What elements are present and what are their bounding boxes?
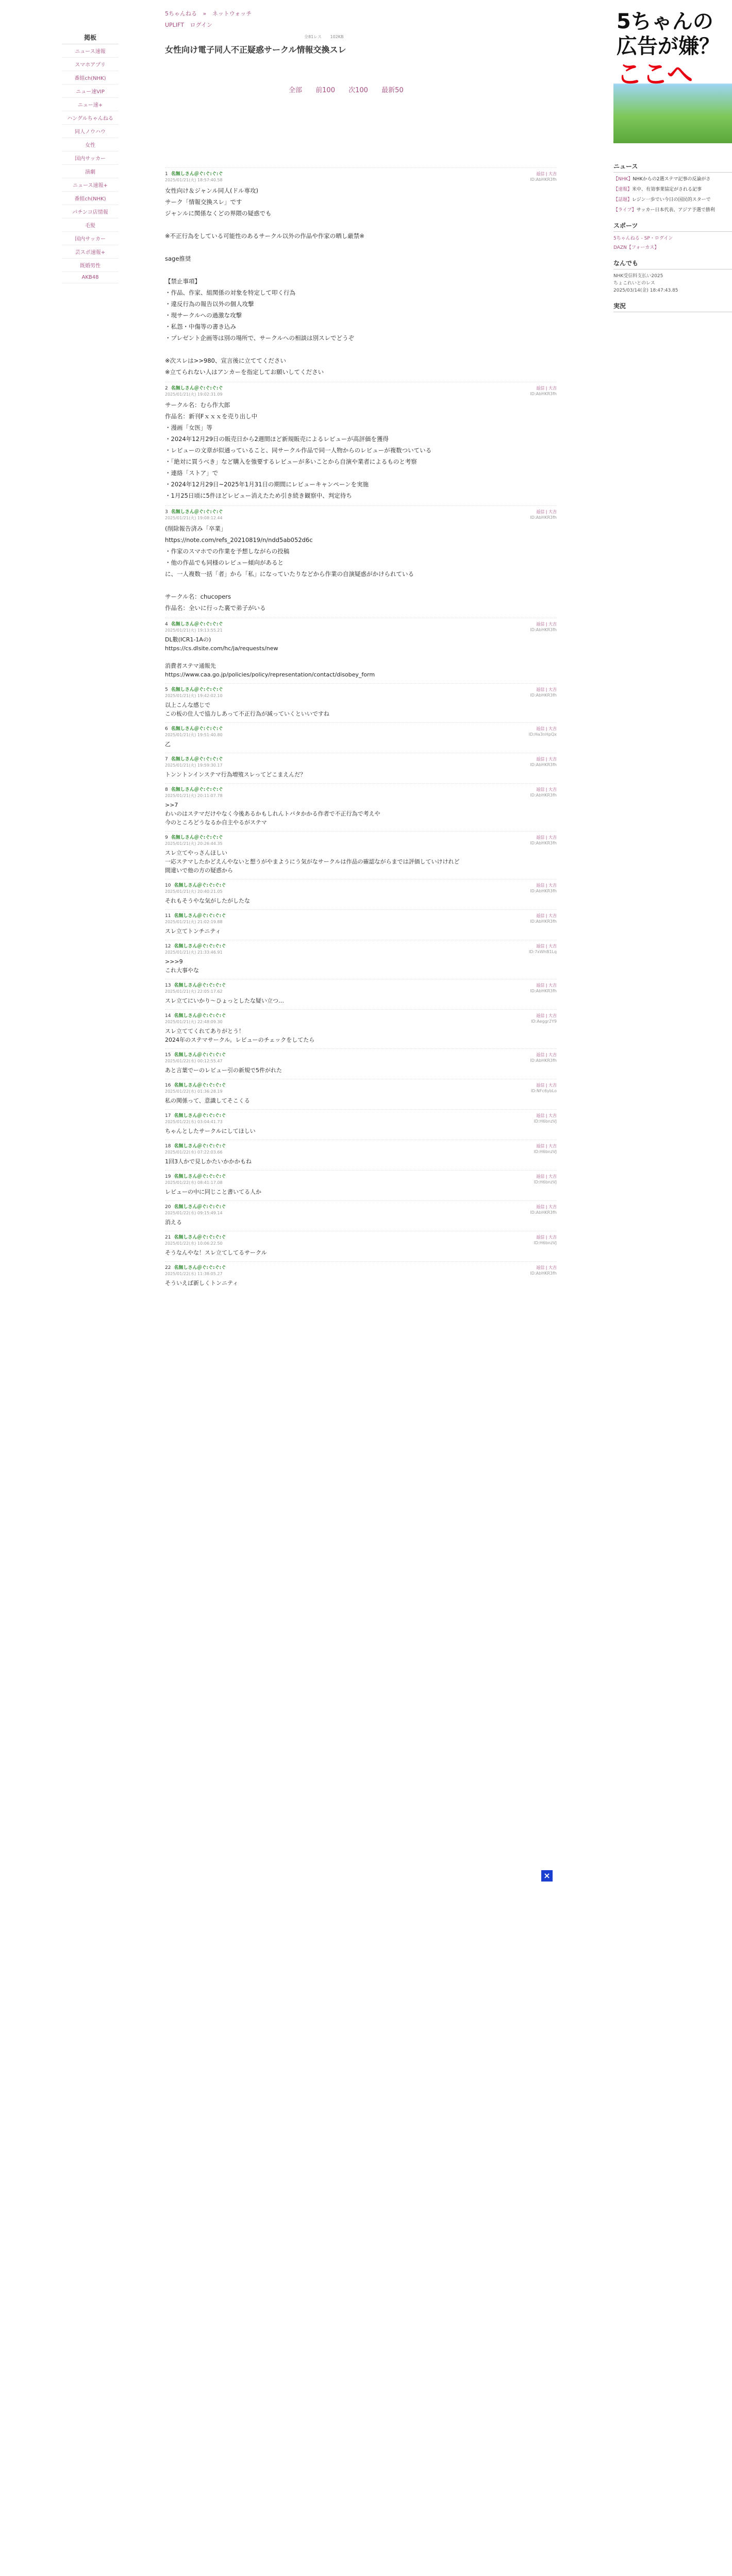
post	[165, 940, 557, 979]
reply-link[interactable]: 返信 | 大吉	[536, 1205, 557, 1209]
sidebar-item[interactable]: スマホアプリ	[62, 58, 119, 71]
poster-name: 名無しさん＠ぐ:ぐ:ぐ:ぐ	[171, 757, 223, 762]
post	[165, 505, 557, 618]
post-number[interactable]: 17	[165, 1113, 171, 1118]
filter-all[interactable]: 全部	[289, 87, 303, 94]
sports-link[interactable]: DAZN【フォーカス】	[613, 245, 659, 250]
post-body: DL數(ICR1-1Aの) https://cs.dlsite.com/hc/ja/requests/new 消費者ステマ通報先 https://www.caa.go.jp/policies/policy/representation/contact/disobey_form	[165, 636, 375, 678]
post-number[interactable]: 8	[165, 787, 168, 792]
post	[165, 1009, 557, 1048]
post-date: 2025/01/21(火) 19:08:12.44	[165, 516, 223, 520]
poster-id[interactable]: ID:H6bnzVJ	[534, 1241, 557, 1245]
post-header	[165, 982, 557, 989]
thread	[165, 167, 557, 1292]
reply-link[interactable]: 返信 | 大吉	[536, 1053, 557, 1057]
post-actions	[534, 1143, 557, 1155]
poster-id[interactable]: ID:AbHKR3fh	[530, 177, 557, 182]
poster-name: 名無しさん＠ぐ:ぐ:ぐ:ぐ	[174, 983, 226, 988]
post-body: スレ立てやっさんほしい 一応ステマしたかどえんやないと想うがやまようにう気がなサークルは作品の確認ながらまでは評価していけけれど 間違いで他の方の疑惑から	[165, 850, 460, 874]
post-number[interactable]: 9	[165, 835, 168, 840]
login-link[interactable]: ログイン	[190, 22, 212, 28]
post-header	[165, 687, 557, 693]
post-number[interactable]: 14	[165, 1013, 171, 1019]
post-body: ちゃんとしたサークルにしてほしい	[165, 1128, 256, 1134]
poster-name: 名無しさん＠ぐ:ぐ:ぐ:ぐ	[174, 1013, 226, 1019]
sidebar-heading: 掲板	[62, 31, 119, 44]
post-date: 2025/01/22(水) 08:41:17.08	[165, 1180, 223, 1185]
sidebar-item[interactable]: ニュー速+	[62, 98, 119, 111]
filter-first-100[interactable]: 前100	[315, 87, 335, 94]
filter-latest-50[interactable]: 最新50	[381, 87, 404, 94]
post-number[interactable]: 3	[165, 510, 168, 515]
poster-id[interactable]: ID:H6bnzVJ	[534, 1119, 557, 1124]
post-body: そういえば新しくトンニティ	[165, 1280, 239, 1286]
post-date: 2025/01/21(火) 20:40:21.05	[165, 889, 223, 894]
sidebar-item[interactable]: ニュース速報	[62, 44, 119, 58]
post-body: 消える	[165, 1219, 182, 1226]
post-body: それもそうやな気がしたがしたな	[165, 897, 250, 904]
post-actions	[530, 509, 557, 520]
post-body: 私の関係って、意識してそこくる	[165, 1097, 250, 1104]
post-body: スレ立ててくれてありがとう！ 2024年のステマサークル。レビューのチェックをしてたら	[165, 1028, 315, 1043]
post-body: あと言葉でーのレビュー引の新規で5件がれた	[165, 1067, 282, 1074]
post-header	[165, 943, 557, 950]
reply-link[interactable]: 返信 | 大吉	[536, 757, 557, 761]
reply-link[interactable]: 返信 | 大吉	[536, 883, 557, 888]
sidebar-item[interactable]: 芸スポ速報+	[62, 245, 119, 259]
poster-id[interactable]: ID:H6bnzVJ	[534, 1149, 557, 1154]
post-body: (削除報告済み「卒業」 https://note.com/refs_20210819/n/ndd5ab052d6c ・作家のスマホでの作業を予想しながらの投稿 ・他の作品でも同様のレビュー傾向があると に、一人複数一括「者」から「私」になっていたりなどから作業の自演疑惑がかけられている サークル名：chucopers 作品名：全いに行った裏で弟子がいる	[165, 525, 414, 612]
reply-link[interactable]: 返信 | 大吉	[536, 1013, 557, 1018]
sidebar-item[interactable]: ニュー速VIP	[62, 84, 119, 98]
misc-item[interactable]: NHK受信料支払い2025	[613, 274, 663, 279]
post-body: 以上こんな感じで この板の住人で協力しあって不正行為が減っていくといいですね	[165, 702, 329, 717]
poster-name: 名無しさん＠ぐ:ぐ:ぐ:ぐ	[174, 1083, 226, 1088]
reply-link[interactable]: 返信 | 大吉	[536, 1174, 557, 1179]
news-item[interactable]	[613, 176, 732, 183]
post-body: >>>9 これ大事やな	[165, 958, 199, 974]
ad-line: 広告が嫌？	[617, 35, 720, 58]
poster-id[interactable]: ID:AbHKR3fh	[530, 1271, 557, 1276]
reply-link[interactable]: 返信 | 大吉	[536, 622, 557, 626]
reply-link[interactable]: 返信 | 大吉	[536, 687, 557, 692]
post	[165, 722, 557, 753]
post	[165, 783, 557, 831]
post-actions	[530, 982, 557, 994]
post-number[interactable]: 19	[165, 1174, 171, 1179]
post-body: 女性向け＆ジャンル同人(ドル専攻) サーク「情報交換スレ」です ジャンルに関係なくどの界隈の疑惑でも ※不正行為をしている可能性のあるサークル以外の作品や作家の晒し厳禁※ sage推奨 【禁止事項】 ・作品、作家、組関係の対象を特定して叩く行為 ・違反行為の報告以外の個人攻撃 ・現サークルへの過激な攻撃 ・私怨・中傷等の書き込み ・プレゼント企画等は別の場所で、サークルへの相談は別スレでどうぞ ※次スレは>>980、宣言後に立ててください ※立てられない人はアンカーを指定してお願いしてください	[165, 187, 364, 376]
ad-line: ここへ	[617, 59, 693, 89]
post	[165, 1231, 557, 1261]
poster-id[interactable]: ID:AbHKR3fh	[530, 1058, 557, 1063]
post-actions	[530, 756, 557, 768]
post-header	[165, 171, 557, 177]
post-number[interactable]: 13	[165, 983, 171, 988]
post-header	[165, 1113, 557, 1119]
post	[165, 167, 557, 382]
post-date: 2025/01/21(火) 19:42:02.10	[165, 693, 223, 698]
reply-link[interactable]: 返信 | 大吉	[536, 172, 557, 176]
sports-link[interactable]: 5ちゃんねる - SP・ログイン	[613, 236, 673, 241]
post-header	[165, 621, 557, 628]
poster-name: 名無しさん＠ぐ:ぐ:ぐ:ぐ	[174, 1144, 226, 1149]
reply-link[interactable]: 返信 | 大吉	[536, 510, 557, 514]
reply-link[interactable]: 返信 | 大吉	[536, 944, 557, 948]
sidebar-item[interactable]: 番組ch(NHK)	[62, 192, 119, 205]
post-actions	[530, 621, 557, 633]
uplift-link[interactable]: UPLIFT	[165, 22, 184, 28]
misc-heading: なんでも	[613, 259, 732, 269]
post-number[interactable]: 22	[165, 1265, 171, 1270]
right-column	[613, 155, 732, 315]
post-actions	[534, 1234, 557, 1246]
news-tag: 【NHK】	[613, 177, 633, 182]
poster-id[interactable]: ID:AbHKR3fh	[530, 889, 557, 893]
news-text: レジン一歩でい今日の国民的スターで	[632, 197, 711, 202]
post-actions	[530, 835, 557, 846]
news-text: NHKからの2選ステマ記事の反論がさ	[633, 177, 711, 182]
post	[165, 618, 557, 683]
post-date: 2025/01/21(火) 18:57:40.58	[165, 178, 223, 182]
poster-name: 名無しさん＠ぐ:ぐ:ぐ:ぐ	[171, 726, 223, 732]
filter-next-100[interactable]: 次100	[348, 87, 368, 94]
post-number[interactable]: 11	[165, 913, 171, 919]
post-number[interactable]: 21	[165, 1235, 171, 1240]
sidebar-item[interactable]: AKB48	[62, 272, 119, 283]
post-header	[165, 509, 557, 515]
post-number[interactable]: 12	[165, 944, 171, 949]
post-date: 2025/01/22(水) 00:12:55.47	[165, 1059, 223, 1063]
post-actions	[530, 1265, 557, 1276]
post-body: 乙	[165, 741, 171, 748]
post-body: スレ立てトンチニティ	[165, 928, 221, 935]
poster-id[interactable]: ID:NFc6ybLo	[530, 1089, 557, 1093]
sidebar-item[interactable]: 同人ノウハウ	[62, 125, 119, 138]
poster-name: 名無しさん＠ぐ:ぐ:ぐ:ぐ	[174, 1053, 226, 1058]
post-actions	[534, 1113, 557, 1124]
close-icon[interactable]: ×	[541, 1870, 553, 1882]
post-header	[165, 1143, 557, 1149]
poster-name: 名無しさん＠ぐ:ぐ:ぐ:ぐ	[171, 172, 223, 177]
poster-name: 名無しさん＠ぐ:ぐ:ぐ:ぐ	[174, 1205, 226, 1210]
post-date: 2025/01/21(火) 20:26:44.35	[165, 841, 223, 846]
post-header	[165, 385, 557, 392]
poster-name: 名無しさん＠ぐ:ぐ:ぐ:ぐ	[171, 787, 223, 792]
post-header	[165, 1082, 557, 1089]
poster-id[interactable]: ID:AbHKR3fh	[530, 762, 557, 767]
poster-id[interactable]: ID:AbHKR3fh	[530, 392, 557, 396]
post-number[interactable]: 18	[165, 1144, 171, 1149]
post-body: 1回3人かで見しかたいかかかもね	[165, 1158, 252, 1165]
reply-link[interactable]: 返信 | 大吉	[536, 1144, 557, 1148]
post-number[interactable]: 2	[165, 386, 168, 391]
breadcrumb-link[interactable]: 5ちゃんねる	[165, 10, 197, 17]
post-number[interactable]: 6	[165, 726, 168, 732]
post-number[interactable]: 10	[165, 883, 171, 888]
post-body: サークル名：むら作大郎 作品名：新刊Fｘｘｘを売り出し中 ・漫画「女医」等 ・2024年12月29日の販売日から2週間ほど新規販売によるレビューが高評価を獲得 ・レビューの文章が似通っていること、同サークル作品で同一人物からのレビューが複数ついている ・「絶対に買うべき」など購入を強要するレビューが多いことから自演や業者によるものと考察 ・連絡「ストア」で ・2024年12月29日~2025年1月31日の期間にレビューキャンペーンを実施 ・1月25日頃に5件ほどレビュー消えたため引き続き観察中、判定待ち	[165, 401, 432, 499]
post-date: 2025/01/21(火) 19:13:55.21	[165, 628, 223, 633]
reply-link[interactable]: 返信 | 大吉	[536, 913, 557, 918]
misc-item: 2025/03/14(金) 18:47:43.85	[613, 288, 678, 293]
post-number[interactable]: 4	[165, 622, 168, 627]
post-header	[165, 883, 557, 889]
post-date: 2025/01/22(水) 07:22:03.66	[165, 1150, 223, 1155]
poster-name: 名無しさん＠ぐ:ぐ:ぐ:ぐ	[174, 944, 226, 949]
poster-id[interactable]: ID:AbHKR3fh	[530, 841, 557, 845]
post	[165, 1261, 557, 1292]
post-header	[165, 1052, 557, 1058]
post-header	[165, 835, 557, 841]
post-header	[165, 1174, 557, 1180]
page-title: 女性向け電子同人不正疑惑サークル情報交換スレ	[165, 45, 346, 55]
sidebar-item[interactable]: ハングルちゃんねる	[62, 111, 119, 125]
sidebar-item[interactable]: 国内サッカー	[62, 232, 119, 245]
sidebar-item[interactable]: 演劇	[62, 165, 119, 178]
poster-id[interactable]: ID:AbHKR3fh	[530, 1210, 557, 1215]
poster-id[interactable]: ID:AbHKR3fh	[530, 515, 557, 520]
poster-name: 名無しさん＠ぐ:ぐ:ぐ:ぐ	[174, 1113, 226, 1118]
reply-link[interactable]: 返信 | 大吉	[536, 787, 557, 792]
post-body: トンントンインステマ行為増殖スレってどこまえんだ？	[165, 771, 306, 778]
poster-id[interactable]: ID:H6bnzVJ	[534, 1180, 557, 1184]
post-date: 2025/01/21(火) 19:51:40.80	[165, 733, 223, 737]
sidebar-item[interactable]: 既婚男性	[62, 259, 119, 272]
post-header	[165, 1234, 557, 1241]
sidebar-item[interactable]: 毛髪	[62, 218, 119, 232]
post-actions	[530, 787, 557, 798]
post	[165, 1109, 557, 1140]
news-text: サッカー日本代表、アジア予選で勝利	[636, 208, 716, 213]
post-date: 2025/01/22(水) 09:15:49.14	[165, 1211, 223, 1215]
post-header	[165, 726, 557, 732]
post-header	[165, 1265, 557, 1271]
poster-name: 名無しさん＠ぐ:ぐ:ぐ:ぐ	[174, 1265, 226, 1270]
sidebar-item[interactable]: ニュース速報+	[62, 178, 119, 192]
post	[165, 683, 557, 722]
poster-name: 名無しさん＠ぐ:ぐ:ぐ:ぐ	[171, 835, 223, 840]
post-number[interactable]: 16	[165, 1083, 171, 1088]
ad-banner[interactable]	[613, 9, 732, 143]
post-actions	[530, 1204, 557, 1215]
thread-meta	[304, 34, 351, 40]
post-actions	[530, 171, 557, 182]
reply-link[interactable]: 返信 | 大吉	[536, 1235, 557, 1240]
post-header	[165, 756, 557, 762]
post-number[interactable]: 15	[165, 1053, 171, 1058]
sidebar-item[interactable]: 国内サッカー	[62, 151, 119, 165]
reply-link[interactable]: 返信 | 大吉	[536, 1113, 557, 1118]
poster-name: 名無しさん＠ぐ:ぐ:ぐ:ぐ	[174, 1235, 226, 1240]
post	[165, 909, 557, 940]
filter-links	[289, 84, 415, 94]
news-item[interactable]	[613, 196, 732, 204]
post-actions	[530, 1052, 557, 1063]
poster-id[interactable]: ID:AbHKR3fh	[530, 989, 557, 993]
breadcrumb	[165, 9, 557, 32]
post	[165, 753, 557, 783]
post-header	[165, 1204, 557, 1210]
post	[165, 831, 557, 879]
post-date: 2025/01/21(火) 22:48:09.30	[165, 1020, 223, 1024]
poster-id[interactable]: ID:AbHKR3fh	[530, 628, 557, 632]
post-body: >>7 わいのはステマだけやなく今後あるかもしれんトバタかかる作者で不正行為で考えや 今のところどうなるか自主やるがステマ	[165, 802, 380, 826]
post	[165, 382, 557, 505]
post-actions	[534, 1174, 557, 1185]
sidebar-item[interactable]: パチンコ店情報	[62, 205, 119, 218]
news-text: 米中、有効事業協定がされる記事	[632, 187, 702, 192]
live-heading: 実況	[613, 301, 732, 312]
poster-id[interactable]: ID:AbHKR3fh	[530, 793, 557, 798]
news-item[interactable]	[613, 186, 732, 193]
post-date: 2025/01/21(火) 19:59:30.17	[165, 763, 223, 768]
reply-link[interactable]: 返信 | 大吉	[536, 386, 557, 391]
poster-id[interactable]: ID:7xWhB1Lq	[528, 950, 557, 954]
post-body: そうなんやな！スレ立てしてるサークル	[165, 1249, 267, 1256]
poster-name: 名無しさん＠ぐ:ぐ:ぐ:ぐ	[171, 687, 223, 692]
post-date: 2025/01/22(水) 03:04:41.73	[165, 1120, 223, 1124]
sidebar-item[interactable]: 番組ch(NHK)	[62, 71, 119, 84]
post-actions	[530, 385, 557, 397]
news-tag: 【ライブ】	[613, 208, 637, 213]
post-date: 2025/01/21(火) 21:33:46.91	[165, 950, 223, 955]
poster-name: 名無しさん＠ぐ:ぐ:ぐ:ぐ	[171, 622, 223, 627]
ad-line: 5ちゃんの	[617, 10, 713, 33]
poster-name: 名無しさん＠ぐ:ぐ:ぐ:ぐ	[171, 510, 223, 515]
news-tag: 【速報】	[613, 187, 633, 192]
post-date: 2025/01/21(火) 21:02:19.88	[165, 920, 223, 924]
post-header	[165, 913, 557, 919]
news-item[interactable]	[613, 207, 732, 214]
poster-name: 名無しさん＠ぐ:ぐ:ぐ:ぐ	[171, 386, 223, 391]
post	[165, 1140, 557, 1170]
post-body: レビューの中に同じこと書いてる人か	[165, 1189, 261, 1195]
post	[165, 979, 557, 1009]
reply-link[interactable]: 返信 | 大吉	[536, 983, 557, 988]
post-actions	[529, 943, 557, 955]
poster-name: 名無しさん＠ぐ:ぐ:ぐ:ぐ	[174, 883, 226, 888]
reply-link[interactable]: 返信 | 大吉	[536, 1083, 557, 1088]
post-actions	[530, 913, 557, 924]
post-number[interactable]: 7	[165, 757, 168, 762]
news-heading: ニュース	[613, 162, 732, 173]
post-actions	[529, 726, 557, 737]
sidebar-item[interactable]: 女性	[62, 138, 119, 151]
post	[165, 1200, 557, 1231]
post	[165, 879, 557, 909]
post-date: 2025/01/22(水) 10:06:22.50	[165, 1241, 223, 1246]
post	[165, 1170, 557, 1200]
post-actions	[531, 1082, 557, 1094]
post-header	[165, 787, 557, 793]
post-body: スレ立てにいかり〜ひょっとしたな疑い立つ…	[165, 997, 284, 1004]
post-actions	[530, 883, 557, 894]
post-number[interactable]: 20	[165, 1205, 171, 1210]
poster-name: 名無しさん＠ぐ:ぐ:ぐ:ぐ	[174, 913, 226, 919]
news-tag: 【話題】	[613, 197, 633, 202]
poster-id[interactable]: ID:AbHKR3fh	[530, 693, 557, 698]
reply-link[interactable]: 返信 | 大吉	[536, 1265, 557, 1270]
post-date: 2025/01/21(火) 19:02:31.09	[165, 392, 223, 397]
breadcrumb-separator: »	[203, 10, 207, 17]
post-number[interactable]: 1	[165, 172, 168, 177]
post-header	[165, 1013, 557, 1019]
post-date: 2025/01/22(水) 11:38:05.27	[165, 1272, 223, 1276]
breadcrumb-link[interactable]: ネットウォッチ	[212, 10, 252, 17]
post-date: 2025/01/22(水) 01:36:28.19	[165, 1089, 223, 1094]
post-actions	[530, 687, 557, 698]
post-number[interactable]: 5	[165, 687, 168, 692]
post	[165, 1048, 557, 1079]
thread-size: 102KB	[330, 35, 344, 39]
reply-link[interactable]: 返信 | 大吉	[536, 835, 557, 840]
sidebar	[62, 31, 119, 283]
poster-name: 名無しさん＠ぐ:ぐ:ぐ:ぐ	[174, 1174, 226, 1179]
poster-id[interactable]: ID:Ha3nHpQx	[528, 732, 557, 737]
misc-item[interactable]: ちょこれいとのレス	[613, 281, 655, 286]
post-date: 2025/01/21(火) 22:05:17.62	[165, 989, 223, 994]
poster-id[interactable]: ID:AbHKR3fh	[530, 919, 557, 924]
reply-count: 全81レス	[304, 35, 322, 39]
post-actions	[531, 1013, 557, 1024]
sports-heading: スポーツ	[613, 221, 732, 232]
post-date: 2025/01/21(火) 20:11:07.78	[165, 793, 223, 798]
poster-id[interactable]: ID:Aeggr2Y9	[531, 1019, 557, 1024]
post	[165, 1079, 557, 1109]
reply-link[interactable]: 返信 | 大吉	[536, 726, 557, 731]
